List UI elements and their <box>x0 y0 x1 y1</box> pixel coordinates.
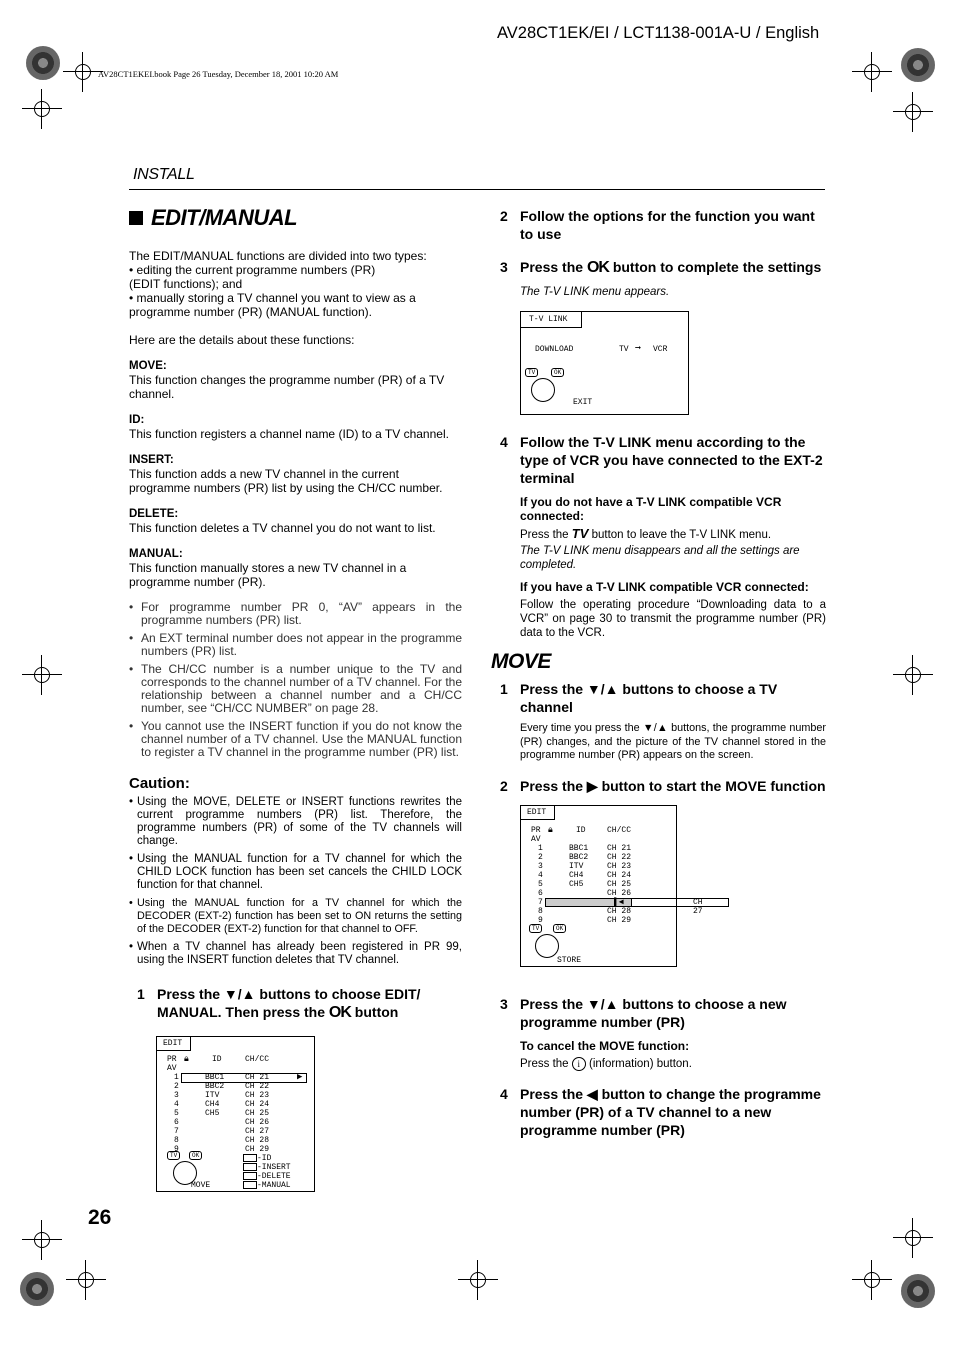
registration-mark-top-left <box>24 44 64 84</box>
move-step-1-desc: Every time you press the ▼/▲ buttons, the programme number (PR) changes, and the picture of the TV channel stored in the programme number (PR) appears on the screen. <box>520 722 826 761</box>
registration-mark-top-left-2 <box>22 89 62 129</box>
details-text: Here are the details about these functions: <box>129 333 355 347</box>
square-bullet-icon <box>129 211 143 225</box>
function-move: MOVE: This function changes the programme number (PR) of a TV channel. <box>129 360 445 401</box>
menu-row-pr: 3 <box>174 1091 179 1100</box>
tv-button-icon: TV <box>167 1151 180 1160</box>
no-vcr-heading: If you do not have a T-V LINK compatible VCR connected: <box>520 495 782 523</box>
menu-row-ch: CH 26 <box>607 888 632 898</box>
lock-icon: 🔒︎ <box>548 824 553 835</box>
menu-row-pr: 2 <box>174 1082 179 1091</box>
registration-mark-bottom-right <box>852 1260 892 1300</box>
menu-row-ch: CH 25 <box>607 879 632 889</box>
menu-row-ch: CH 22 <box>607 852 632 862</box>
caution-item: • When a TV channel has already been registered in PR 99, using the INSERT function deletes that TV channel. <box>129 941 462 967</box>
ok-button-icon: OK <box>553 924 566 933</box>
left-column <box>129 205 462 1192</box>
registration-mark-top-left-cross <box>63 52 103 92</box>
function-insert: INSERT: This function adds a new TV channel in the current programme numbers (PR) list by using the CH/CC number. <box>129 454 443 495</box>
step-3: 3 Press the OK button to complete the settings <box>500 259 822 276</box>
menu-row-ch: CH 28 <box>245 1136 270 1145</box>
menu-tab: EDIT <box>156 1036 191 1051</box>
notes-list <box>129 601 462 759</box>
menu-row-ch: CH 29 <box>245 1145 270 1154</box>
menu-row-pr: 4 <box>174 1100 179 1109</box>
move-step-3: 3 Press the ▼/▲ buttons to choose a new programme number (PR) <box>500 995 787 1030</box>
no-vcr-instruction: Press the TV button to leave the T-V LINK menu. <box>520 526 772 541</box>
registration-mark-bottom-right-disc <box>899 1272 939 1312</box>
tv-button-icon: TV <box>529 924 542 933</box>
ok-button-icon: OK <box>551 368 564 377</box>
move-pointer-icon: ▌◀ <box>614 897 624 907</box>
menu-row-id: CH5 <box>569 879 584 889</box>
function-id: ID: This function registers a channel name (ID) to a TV channel. <box>129 414 449 441</box>
menu-row-pr: 1 <box>174 1073 179 1082</box>
header-rule <box>129 189 825 190</box>
menu-tab: T-V LINK <box>520 311 582 328</box>
menu-row-id: ITV <box>205 1091 220 1100</box>
registration-mark-bottom-left-disc <box>18 1270 58 1310</box>
registration-mark-bottom-center <box>458 1260 498 1300</box>
menu-row-pr: 8 <box>538 906 543 916</box>
model-reference: AV28CT1EK/EI / LCT1138-001A-U / English <box>497 24 820 42</box>
menu-row-ch: CH 21 <box>245 1073 270 1082</box>
menu-row-pr: 7 <box>174 1127 179 1136</box>
file-info: AV28CT1EKEI.book Page 26 Tuesday, December 18, 2001 10:20 AM <box>98 69 339 79</box>
vcr-instruction: Follow the operating procedure “Downloading data to a VCR” on page 30 to transmit the programme number (PR) data to the VCR. <box>520 599 826 639</box>
menu-row-ch: CH 26 <box>245 1118 270 1127</box>
right-column <box>491 205 826 1139</box>
registration-mark-mid-right <box>893 655 933 695</box>
menu-tab: EDIT <box>520 805 555 820</box>
page-number: 26 <box>88 1206 112 1229</box>
menu-row-ch: CH 24 <box>245 1100 270 1109</box>
vcr-heading: If you have a T-V LINK compatible VCR connected: <box>520 580 809 594</box>
registration-mark-bottom-left <box>22 1220 62 1260</box>
note-item: • You cannot use the INSERT function if you do not know the channel number of a TV channel. Use the MANUAL function to register a TV channel in the programme number (PR) list. <box>129 720 462 759</box>
registration-mark-top-right-disc <box>899 46 939 86</box>
menu-row-pr: 5 <box>538 879 543 889</box>
menu-row-pr: 1 <box>538 843 543 853</box>
step-4: 4 Follow the T-V LINK menu according to the type of VCR you have connected to the EXT-2 terminal <box>500 434 823 486</box>
move-title: MOVE <box>491 650 551 673</box>
note-item: • The CH/CC number is a number unique to the TV and corresponds to the channel number of a TV channel. For the relationship between a channel number and a CH/CC number, see “CH/CC NUMBER” on page 28. <box>129 663 462 715</box>
highlight-row <box>181 1073 307 1083</box>
moving-channel-label: CH 27 <box>693 897 703 916</box>
menu-row-id: ITV <box>569 861 584 871</box>
tv-button-icon: TV <box>525 368 538 377</box>
step-2: 2 Follow the options for the function you want to use <box>500 208 815 242</box>
menu-row-ch: CH 27 <box>245 1127 270 1136</box>
menu-row-id: CH4 <box>205 1100 220 1109</box>
section-label: INSTALL <box>133 166 195 183</box>
menu-row-id: BBC2 <box>205 1082 225 1091</box>
intro-text: The EDIT/MANUAL functions are divided into two types: • editing the current programme numbers (PR) (EDIT functions); and • manually storing a TV channel you want to view as a programme number (PR) (MANUAL function). <box>129 249 427 319</box>
edit-manual-title: EDIT/MANUAL <box>129 205 462 231</box>
navigation-pad-icon <box>535 934 559 958</box>
tv-button-icon: TV <box>571 526 589 541</box>
menu-row-id: CH4 <box>569 870 584 880</box>
menu-row-ch: CH 23 <box>607 861 632 871</box>
no-vcr-result: The T-V LINK menu disappears and all the settings are completed. <box>520 545 800 571</box>
move-step-2: 2 Press the ▶ button to start the MOVE function <box>500 777 826 794</box>
menu-row-pr: 9 <box>538 915 543 925</box>
lock-icon: 🔒︎ <box>184 1054 189 1064</box>
caution-item: • Using the MANUAL function for a TV channel for which the DECODER (EXT-2) function has been set to ON returns the setting of the DECODER (EXT-2) function for that channel to OFF. <box>129 897 462 936</box>
menu-row-pr: 2 <box>538 852 543 862</box>
ok-button-icon: OK <box>328 1004 351 1021</box>
caution-item: • Using the MOVE, DELETE or INSERT functions rewrites the current programme numbers (PR) list. Therefore, the programme numbers (PR) of some of the TV channels will change. <box>129 796 462 848</box>
ok-button-icon: OK <box>189 1151 202 1160</box>
menu-row-ch: CH 28 <box>607 906 632 916</box>
move-menu-screen: EDIT PR 🔒︎ ID CH/CC AV 1 BBC1 CH 21 2 BBC2 CH 22 3 ITV CH 23 4 CH4 CH 24 5 CH5 CH 25 6 CH 26 7 8 CH 28 9 CH 29 ▌◀ CH 27 TV OK STORE <box>520 805 677 967</box>
info-button-icon: i <box>572 1057 586 1071</box>
registration-mark-bottom-right-2 <box>893 1218 933 1258</box>
play-icon: ▶ <box>297 1072 303 1082</box>
menu-row-ch: CH 29 <box>607 915 632 925</box>
tvlink-menu-screen: T-V LINK DOWNLOAD TV ➞ VCR TV OK EXIT <box>520 311 689 415</box>
move-step-1: 1 Press the ▼/▲ buttons to choose a TV channel <box>500 681 778 715</box>
caution-item: • Using the MANUAL function for a TV channel for which the CHILD LOCK function has been set cancels the CHILD LOCK function for that channel. <box>129 853 462 892</box>
registration-mark-top-right-2 <box>893 92 933 132</box>
menu-row-pr: 6 <box>174 1118 179 1127</box>
menu-row-pr: 7 <box>538 897 543 907</box>
menu-row-id: CH5 <box>205 1109 220 1118</box>
option-insert: -INSERT <box>243 1163 291 1172</box>
menu-row-pr: 6 <box>538 888 543 898</box>
function-manual: MANUAL: This function manually stores a new TV channel in a programme number (PR). <box>129 548 407 589</box>
edit-menu-screen: EDIT PR 🔒︎ ID CH/CC AV ▶ 1 BBC1 CH 21 2 BBC2 CH 22 3 ITV CH 23 4 CH4 CH 24 5 CH5 CH 25 6 CH 26 7 CH 27 8 CH 28 9 CH 29 -ID -INSERT -DELETE -MANUAL TV OK MOVE <box>156 1036 315 1192</box>
moving-channel-box <box>631 898 729 907</box>
menu-row-pr: 3 <box>538 861 543 871</box>
menu-row-id: BBC1 <box>569 843 589 853</box>
move-step-4: 4 Press the ◀ button to change the programme number (PR) of a TV channel to a new programme number (PR) <box>500 1085 821 1138</box>
step-3-result: The T-V LINK menu appears. <box>520 286 670 298</box>
caution-heading: Caution: <box>129 775 190 792</box>
option-delete: -DELETE <box>243 1172 291 1181</box>
arrow-right-icon: ➞ <box>635 344 642 355</box>
menu-row-id: BBC1 <box>205 1073 225 1082</box>
ok-button-icon: OK <box>586 259 609 276</box>
menu-row-pr: 8 <box>174 1136 179 1145</box>
function-delete: DELETE: This function deletes a TV channel you do not want to list. <box>129 508 436 535</box>
registration-mark-mid-left <box>22 655 62 695</box>
menu-row-ch: CH 21 <box>607 843 632 853</box>
menu-row-ch: CH 22 <box>245 1082 270 1091</box>
navigation-pad-icon <box>531 378 555 402</box>
registration-mark-top-right <box>852 52 892 92</box>
menu-row-id: BBC2 <box>569 852 589 862</box>
note-item: • For programme number PR 0, “AV” appears in the programme numbers (PR) list. <box>129 601 462 627</box>
registration-mark-bottom-left-cross <box>66 1260 106 1300</box>
menu-row-ch: CH 24 <box>607 870 632 880</box>
menu-row-pr: 9 <box>174 1145 179 1154</box>
menu-row-ch: CH 25 <box>245 1109 270 1118</box>
menu-row-pr: 4 <box>538 870 543 880</box>
cancel-move-instruction: Press the i (information) button. <box>520 1057 692 1070</box>
option-id: -ID <box>243 1154 271 1163</box>
option-manual: -MANUAL <box>243 1181 291 1190</box>
cancel-move-heading: To cancel the MOVE function: <box>520 1038 690 1053</box>
menu-row-ch: CH 23 <box>245 1091 270 1100</box>
caution-list <box>129 796 462 967</box>
menu-row-pr: 5 <box>174 1109 179 1118</box>
edit-step-1: 1 Press the ▼/▲ buttons to choose EDIT/ MANUAL. Then press the OK button <box>137 986 421 1021</box>
note-item: • An EXT terminal number does not appear in the programme numbers (PR) list. <box>129 632 462 658</box>
